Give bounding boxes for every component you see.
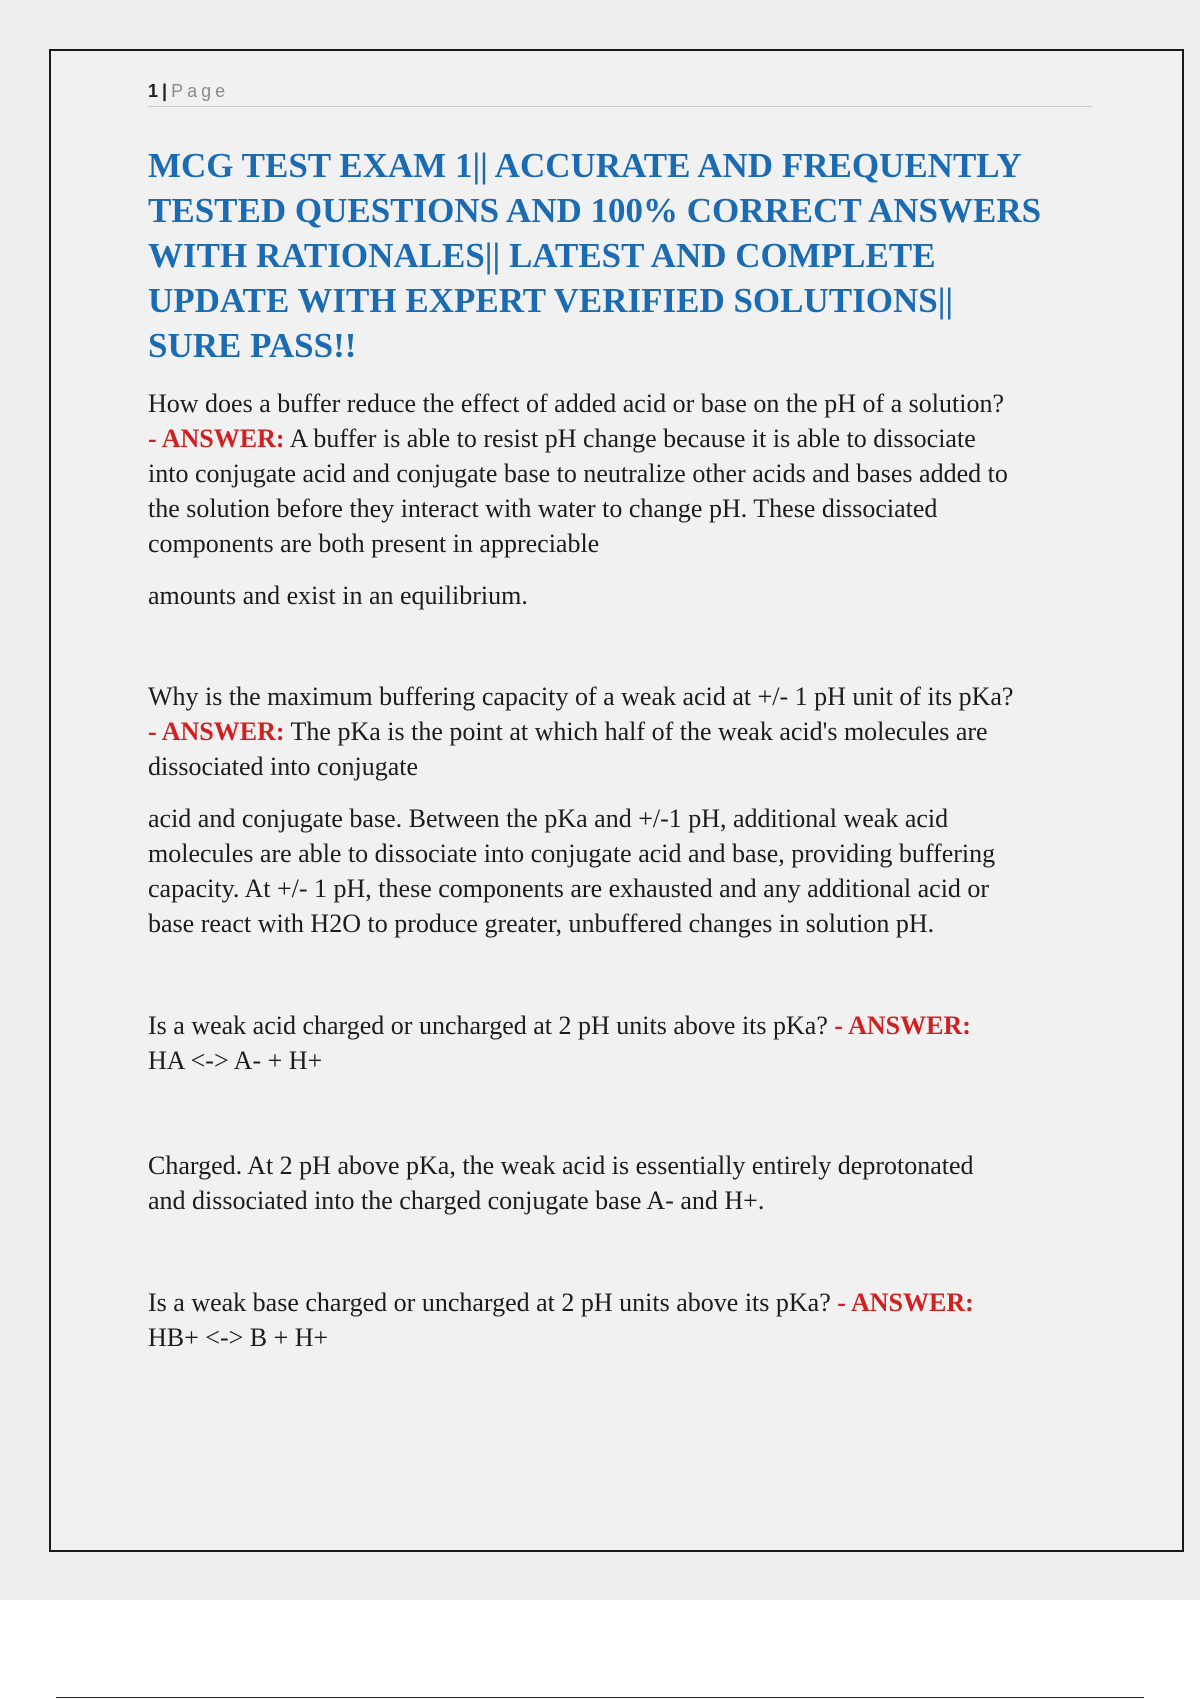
title-line: UPDATE WITH EXPERT VERIFIED SOLUTIONS||	[148, 281, 954, 320]
answer-2-continuation	[148, 801, 1148, 941]
header-separator: |	[162, 81, 168, 101]
answer-1-line: the solution before they interact with water to change pH. These dissociated	[148, 494, 938, 523]
title-line: WITH RATIONALES|| LATEST AND COMPLETE	[148, 236, 936, 275]
answer-3-line: and dissociated into the charged conjugate base A- and H+.	[148, 1186, 765, 1215]
document-page	[49, 49, 1184, 1552]
document-title	[148, 143, 1138, 368]
answer-label: - ANSWER:	[148, 717, 285, 746]
page-header	[148, 76, 1092, 107]
question-1-block	[148, 386, 1148, 561]
next-page-rule	[56, 1697, 1144, 1698]
answer-2-line: capacity. At +/- 1 pH, these components are exhausted and any additional acid or	[148, 874, 990, 903]
answer-1-line: amounts and exist in an equilibrium.	[148, 581, 528, 610]
page-gap	[0, 1600, 1200, 1700]
answer-label: - ANSWER:	[837, 1288, 974, 1317]
answer-label: - ANSWER:	[834, 1011, 971, 1040]
answer-3-explanation	[148, 1148, 1148, 1218]
answer-2-line: acid and conjugate base. Between the pKa and +/-1 pH, additional weak acid	[148, 804, 949, 833]
answer-1-continuation	[148, 578, 1148, 613]
question-4-text: Is a weak base charged or uncharged at 2 pH units above its pKa?	[148, 1288, 838, 1317]
question-1-text: How does a buffer reduce the effect of added acid or base on the pH of a solution?	[148, 389, 1004, 418]
title-line: MCG TEST EXAM 1|| ACCURATE AND FREQUENTLY	[148, 146, 1022, 185]
page-label: Page	[171, 81, 230, 101]
answer-2-line: dissociated into conjugate	[148, 752, 419, 781]
question-3-block	[148, 1008, 1148, 1078]
page-number: 1	[148, 81, 159, 101]
question-3-text: Is a weak acid charged or uncharged at 2 pH units above its pKa?	[148, 1011, 835, 1040]
question-2-block	[148, 679, 1148, 784]
answer-2-line: base react with H2O to produce greater, unbuffered changes in solution pH.	[148, 909, 935, 938]
answer-3-equation: HA <-> A- + H+	[148, 1046, 323, 1075]
answer-2-text: The pKa is the point at which half of the weak acid's molecules are	[284, 717, 988, 746]
title-line: SURE PASS!!	[148, 326, 357, 365]
answer-1-text: A buffer is able to resist pH change because it is able to dissociate	[284, 424, 976, 453]
answer-1-line: into conjugate acid and conjugate base to neutralize other acids and bases added to	[148, 459, 1008, 488]
answer-4-equation: HB+ <-> B + H+	[148, 1323, 329, 1352]
question-2-text: Why is the maximum buffering capacity of a weak acid at +/- 1 pH unit of its pKa?	[148, 682, 1014, 711]
question-4-block	[148, 1285, 1148, 1355]
answer-2-line: molecules are able to dissociate into conjugate acid and base, providing buffering	[148, 839, 996, 868]
answer-label: - ANSWER:	[148, 424, 285, 453]
title-line: TESTED QUESTIONS AND 100% CORRECT ANSWERS	[148, 191, 1042, 230]
answer-3-line: Charged. At 2 pH above pKa, the weak acid is essentially entirely deprotonated	[148, 1151, 974, 1180]
answer-1-line: components are both present in appreciable	[148, 529, 600, 558]
